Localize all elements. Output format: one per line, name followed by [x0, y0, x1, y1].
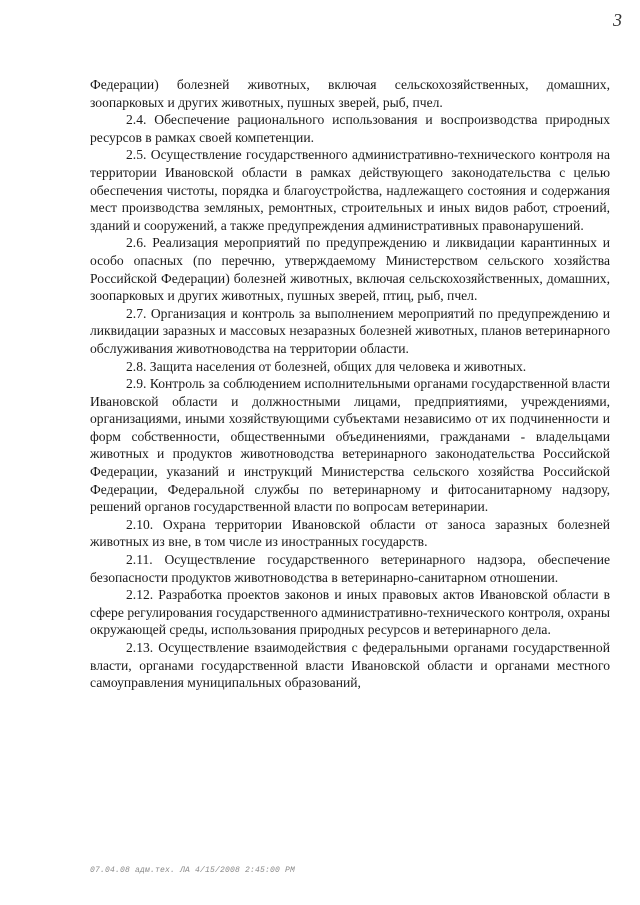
paragraph-2-11: 2.11. Осуществление государственного ветеринарного надзора, обеспечение безопасности продуктов животноводства в ветеринарно-санитарном отношении.	[90, 552, 610, 585]
paragraph-2-6: 2.6. Реализация мероприятий по предупреждению и ликвидации карантинных и особо опасных (по перечню, утверждаемому Министерством сельского хозяйства Российской Федерации) болезней животных, включая сельскохозяйственных, домашних, зоопарковых и других животных, пушных зверей, птиц, рыб, пчел.	[90, 235, 610, 304]
paragraph-continuation: Федерации) болезней животных, включая сельскохозяйственных, домашних, зоопарковых и других животных, пушных зверей, рыб, пчел.	[90, 77, 610, 110]
footer-stamp: 07.04.08 адм.тех. ЛА 4/15/2008 2:45:00 PM	[90, 866, 296, 875]
paragraph-2-8: 2.8. Защита населения от болезней, общих для человека и животных.	[126, 358, 527, 374]
paragraph-2-7: 2.7. Организация и контроль за выполнением мероприятий по предупреждению и ликвидации заразных и массовых незаразных болезней животных, планов ветеринарного обслуживания животноводства на территории области.	[90, 305, 610, 356]
paragraph-2-9: 2.9. Контроль за соблюдением исполнительными органами государственной власти Ивановской области и должностными лицами, предприятиями, учреждениями, организациями, иными хозяйствующими субъектами независимо от их подчиненности и форм собственности, общественными объединениями, гражданами - владельцами животных и продуктов животноводства ветеринарного законодательства Российской Федерации, указаний и инструкций Министерства сельского хозяйства Российской Федерации, Федеральной службы по ветеринарному и фитосанитарному надзору, решений органов государственной власти по вопросам ветеринарии.	[90, 376, 610, 515]
page-number: 3	[613, 10, 622, 30]
paragraph-2-10: 2.10. Охрана территории Ивановской области от заноса заразных болезней животных из вне, в том числе из иностранных государств.	[90, 516, 610, 550]
paragraph-2-13: 2.13. Осуществление взаимодействия с федеральными органами государственной власти, органами государственной власти Ивановской области и органами местного самоуправления муниципальных образований,	[90, 640, 610, 691]
paragraph-2-12: 2.12. Разработка проектов законов и иных правовых актов Ивановской области в сфере регулирования государственного административно-технического контроля, охраны окружающей среды, использования природных ресурсов и ветеринарного дела.	[90, 587, 610, 638]
paragraph-2-4: 2.4. Обеспечение рационального использования и воспроизводства природных ресурсов в рамках своей компетенции.	[90, 112, 610, 145]
document-body	[90, 76, 610, 692]
paragraph-2-5: 2.5. Осуществление государственного административно-технического контроля на территории Ивановской области в рамках действующего законодательства с целью обеспечения чистоты, порядка и благоустройства, надлежащего состояния и содержания мест производства земляных, ремонтных, строительных и иных видов работ, строений, зданий и сооружений, а также предупреждения административных правонарушений.	[90, 147, 610, 233]
